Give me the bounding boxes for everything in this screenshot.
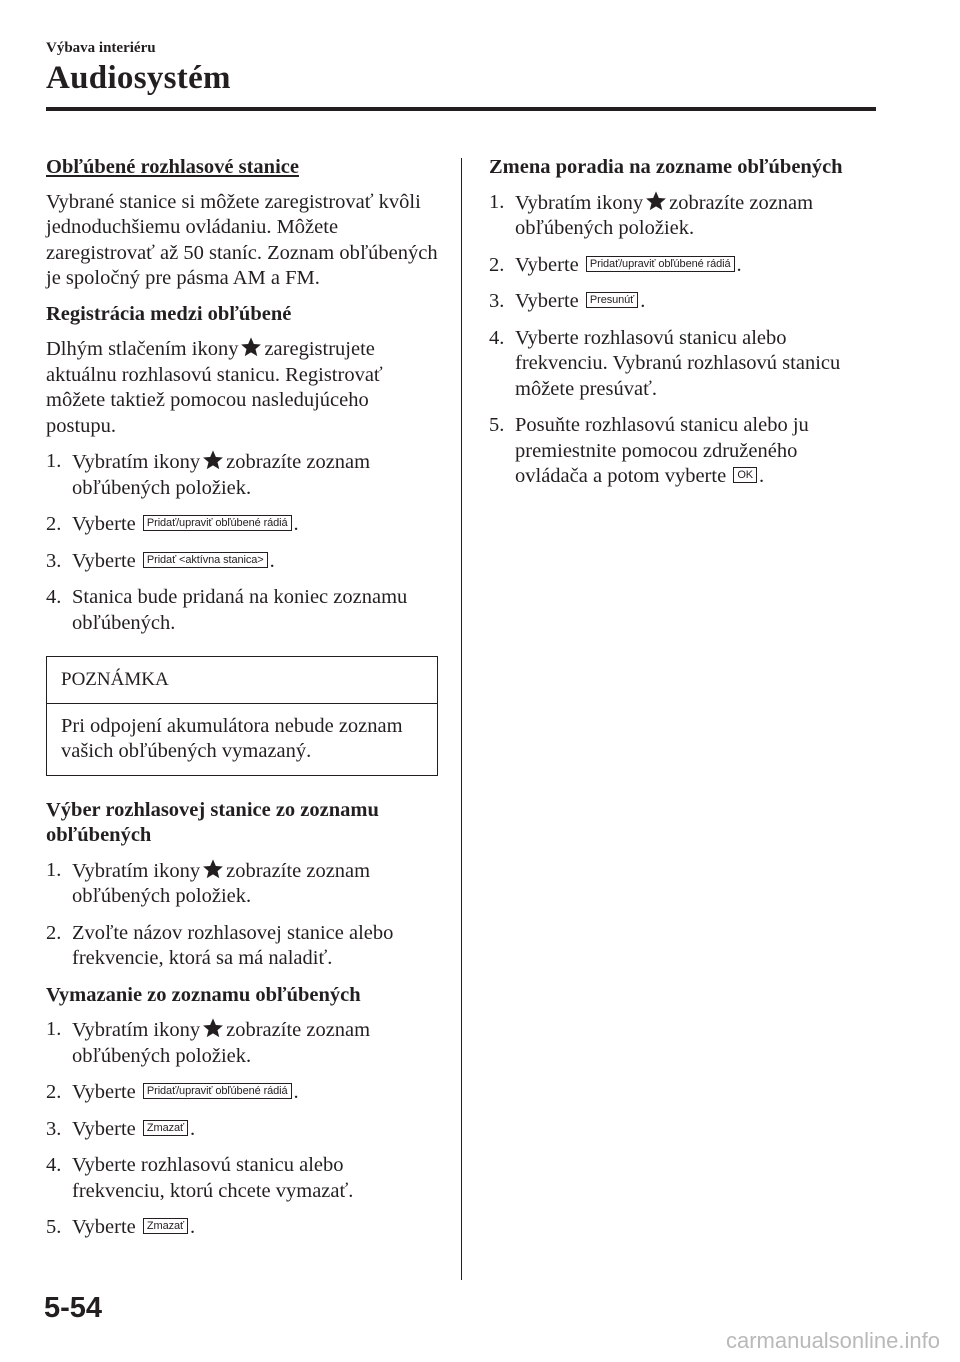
reorder-heading: Zmena poradia na zozname obľúbených (489, 156, 843, 178)
list-item: 1. Vybratím ikony zobrazíte zoznam obľúbených položiek. (46, 858, 371, 907)
add-edit-favorites-button: Pridať/upraviť obľúbené rádiá (143, 1083, 292, 1099)
ok-button: OK (733, 467, 757, 483)
registration-intro: Dlhým stlačením ikony zaregistrujete aktuálnu rozhlasovú stanicu. Registrovať môžete taktiež pomocou nasledujúceho postupu. (46, 338, 383, 437)
page-number: 5-54 (44, 1292, 103, 1324)
note-box (46, 656, 438, 776)
list-item: 2. Zvoľte názov rozhlasovej stanice alebo frekvencie, ktorá sa má naladiť. (46, 921, 394, 969)
add-edit-favorites-button: Pridať/upraviť obľúbené rádiá (586, 256, 735, 272)
list-item: 1. Vybratím ikony zobrazíte zoznam obľúbených položiek. (46, 450, 371, 499)
watermark: carmanualsonline.info (725, 1328, 940, 1353)
star-icon (202, 449, 224, 471)
favorites-heading: Obľúbené rozhlasové stanice (46, 156, 299, 178)
favorites-intro: Vybrané stanice si môžete zaregistrovať kvôli jednoduchšiemu ovládaniu. Môžete zaregistrovať až 50 staníc. Zoznam obľúbených je spoločný pre pásma AM a FM. (46, 190, 438, 289)
note-title: POZNÁMKA (47, 657, 437, 704)
note-text: Pri odpojení akumulátora nebude zoznam vašich obľúbených vymazaný. (61, 714, 403, 762)
add-active-station-button: Pridať <aktívna stanica> (143, 552, 268, 568)
right-column (489, 155, 869, 501)
page-title: Audiosystém (46, 60, 231, 96)
star-icon (202, 858, 224, 880)
title-divider (46, 107, 876, 111)
list-item: 1. Vybratím ikony zobrazíte zoznam obľúbených položiek. (46, 1018, 371, 1067)
delete-button: Zmazať (143, 1218, 188, 1234)
column-divider (461, 158, 462, 1280)
star-icon (240, 336, 262, 358)
delete-heading: Vymazanie zo zoznamu obľúbených (46, 983, 361, 1006)
list-item: 1. Vybratím ikony zobrazíte zoznam obľúbených položiek. (489, 190, 814, 239)
list-item: 2. Vyberte Pridať/upraviť obľúbené rádiá . (489, 253, 742, 276)
registration-heading: Registrácia medzi obľúbené (46, 302, 292, 325)
list-item: 4. Stanica bude pridaná na koniec zoznamu obľúbených. (46, 586, 408, 634)
list-item: 2. Vyberte Pridať/upraviť obľúbené rádiá . (46, 1081, 299, 1103)
list-item: 5. Vyberte Zmazať . (46, 1216, 196, 1238)
selection-steps (46, 858, 438, 972)
delete-steps (46, 1017, 438, 1241)
section-label: Výbava interiéru (46, 40, 156, 56)
list-item: 5. Posuňte rozhlasovú stanicu alebo ju premiestnite pomocou združeného ovládača a potom vyberte OK . (489, 414, 809, 487)
add-edit-favorites-button: Pridať/upraviť obľúbené rádiá (143, 515, 292, 531)
selection-heading: Výber rozhlasovej stanice zo zoznamu obľúbených (46, 798, 379, 846)
list-item: 4. Vyberte rozhlasovú stanicu alebo frekvenciu, ktorú chcete vymazať. (46, 1154, 354, 1202)
move-button: Presunúť (586, 292, 638, 308)
list-item: 3. Vyberte Pridať <aktívna stanica> . (46, 549, 275, 572)
registration-steps (46, 449, 438, 636)
list-item: 4. Vyberte rozhlasovú stanicu alebo frekvenciu. Vybranú rozhlasovú stanicu môžete presúvať. (489, 326, 841, 400)
star-icon (202, 1017, 224, 1039)
reorder-steps (489, 190, 869, 490)
star-icon (645, 190, 667, 212)
list-item: 3. Vyberte Zmazať . (46, 1117, 196, 1140)
list-item: 2. Vyberte Pridať/upraviť obľúbené rádiá . (46, 513, 299, 535)
left-column (46, 155, 438, 1252)
list-item: 3. Vyberte Presunúť . (489, 290, 646, 312)
delete-button: Zmazať (143, 1120, 188, 1136)
